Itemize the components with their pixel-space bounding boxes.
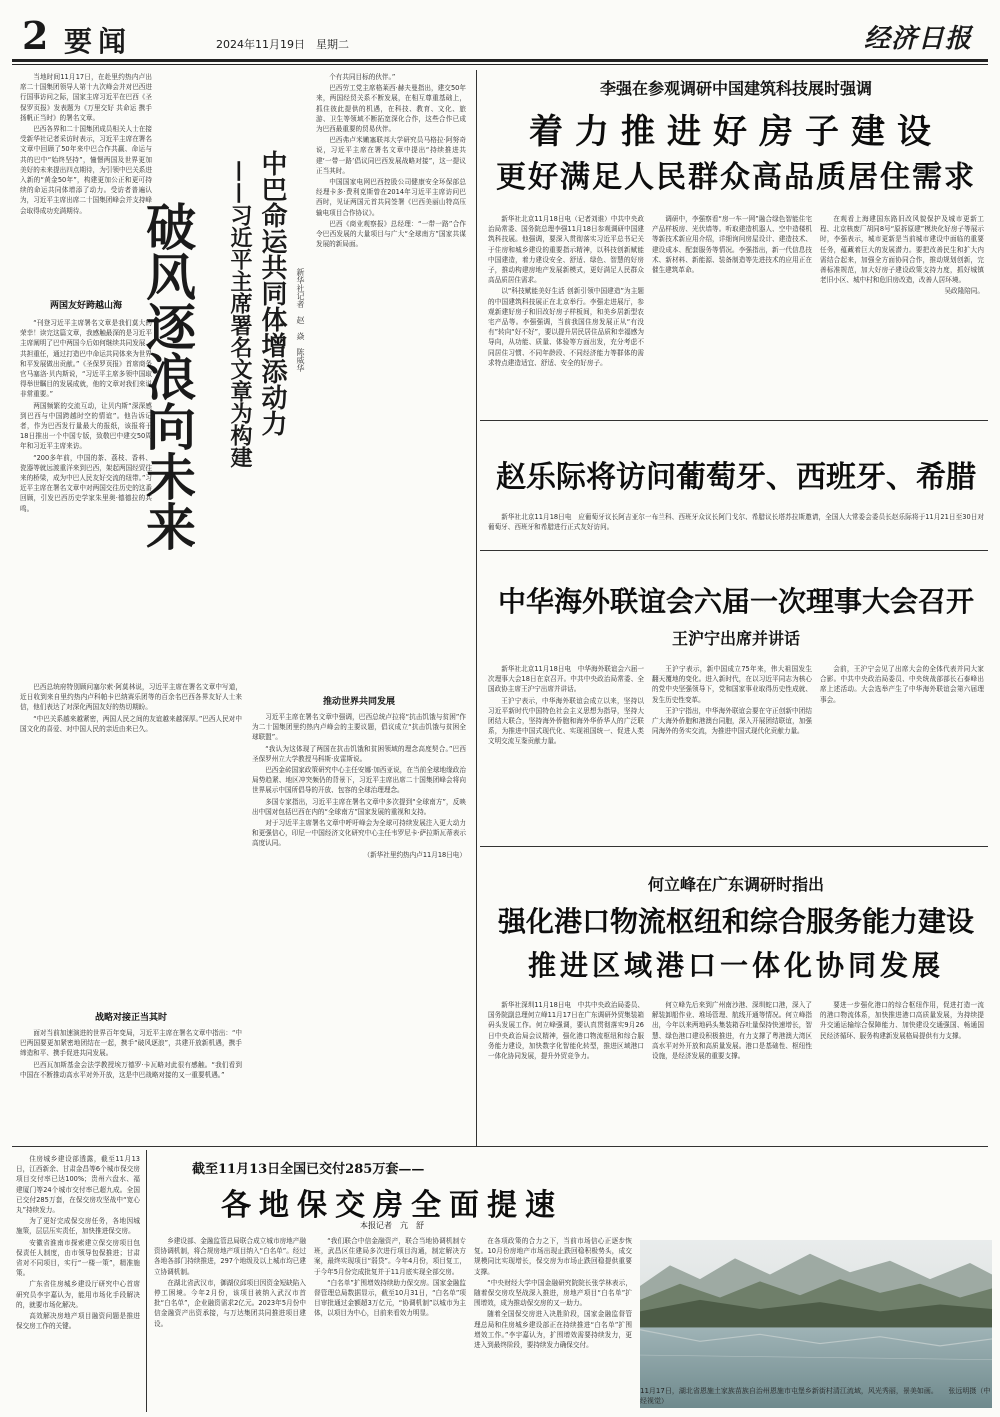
- paragraph: 在各项政策的合力之下，当前市场信心正逐步恢复。10月份房地产市场出现止跌回稳积极势头，成交规模同比实现增长，保交房为市场止跌回稳提供重要支撑。: [474, 1237, 632, 1276]
- story-divider: [480, 420, 988, 421]
- newspaper-logo: 经济日报: [863, 24, 972, 54]
- masthead: [12, 14, 988, 60]
- paragraph: 吴政隆陪同。: [944, 287, 984, 296]
- overseas-column-1: [488, 664, 644, 840]
- paragraph: 为了更好完成保交房任务，各地因城施策，层层压实责任，加快推进保交房。: [16, 1217, 140, 1236]
- story-divider: [480, 846, 988, 847]
- section-divider: [12, 1146, 988, 1147]
- paragraph: 乡建设部、金融监管总局联合成立城市房地产融资协调机制，将合规房地产项目纳入“白名单”。经过各地各部门持续推进，297个地级及以上城市均已建立协调机制。: [154, 1237, 306, 1276]
- overseas-column-2: [652, 664, 812, 840]
- paragraph: 巴西《商业观察报》总经理：“一带一路”合作令巴西发展的大量项目与广大“全球南方”国家共谋发展的新局面。: [316, 219, 466, 249]
- paragraph: “我认为这体现了两国在抗击饥饿和贫困领域的理念高度契合。”巴西圣保罗州立大学教授马科斯·皮雷斯说。: [252, 744, 466, 763]
- paragraph: 安徽省淮南市探索建立保交房项目包保责任人制度，由市领导包保推进；甘肃省对不同项目，实行“一楼一策”，精准施策。: [16, 1238, 140, 1278]
- paragraph: 王沪宁表示，中华海外联谊会成立以来，坚持以习近平新时代中国特色社会主义思想为指导，坚持大团结大联合，坚持海外侨胞和海外华侨华人的广泛联系，为推进中国式现代化、实现祖国统一、促进人类文明交流互鉴贡献力量。: [488, 696, 644, 746]
- story-divider: [480, 550, 988, 551]
- paragraph: 习近平主席在署名文章中强调，巴西总统卢拉将“抗击饥饿与贫困”作为二十国集团里约热内卢峰会的主要议题，倡议成立“抗击饥饿与贫困全球联盟”。: [252, 713, 466, 742]
- paragraph: 两国频繁的交流互动，让贝内斯“深深感到巴西与中国跨越时空的情谊”。他告诉记者，作为巴西发行量最大的报纸，该报将于18日推出一个中国专版，致敬巴中建交50周年和习近平主席来访。: [20, 401, 152, 451]
- feature-big-title: 破风逐浪向未来: [138, 201, 197, 551]
- paragraph: 新华社北京11月18日电 中华海外联谊会六届一次理事大会18日在京召开。中共中央政治局常委、全国政协主席王沪宁出席并讲话。: [488, 665, 644, 694]
- paragraph: 中国国家电网巴西控股公司健康安全环保部总经理卡多·费利克斯曾在2014年习近平主席访问巴西时，见证两国元首共同签署《巴西美丽山特高压输电项目合作协议》。: [316, 178, 466, 217]
- paragraph: 以“科技赋能美好生活 创新引领中国建造”为主题的中国建筑科技展正在北京举行。李强走进展厅，参观新建好房子和旧改好房子样板间，和美乡居新型农宅产品等。李强强调，当前我国住房发展正从“有没有”转向“好不好”，要以提升居民居住品质和幸福感为导向，从功能、质量、体验等方面出发，充分考虑不同居住习惯、不同年龄段、不同经济能力等群体的需求特点建造适宜、舒适、安全的好房子。: [488, 287, 644, 367]
- port-kicker: 何立峰在广东调研时指出: [647, 875, 824, 894]
- housing-column-3: [820, 214, 984, 410]
- paragraph: 巴西瓦加斯基金会法学教授埃万德罗·卡瓦略对此很有感触。“我们看到中国在不断推动高水平对外开放，这是中巴战略对接的又一重要机遇。”: [20, 1060, 242, 1079]
- paragraph: 王沪宁指出，中华海外联谊会要在守正创新中团结广大海外侨胞和港澳台同胞，深入开展团结联谊，加强同海外的务实交流，为推进中国式现代化贡献力量。: [652, 706, 812, 736]
- paragraph: 当地时间11月17日，在赴里约热内卢出席二十国集团领导人第十九次峰会并对巴西进行国事访问之际，国家主席习近平在巴西《圣保罗页报》发表题为《万里交好 共命运 携手扬帆正当时》的署名文章。: [20, 73, 152, 122]
- landscape-photo: [640, 1240, 992, 1408]
- paragraph: 王沪宁表示，新中国成立75年来，伟大祖国发生翻天覆地的变化。进入新时代，在以习近平同志为核心的党中央坚强领导下，党和国家事业取得历史性成就、发生历史性变革。: [652, 665, 812, 704]
- overseas-headline: 中华海外联谊会六届一次理事大会召开: [497, 585, 974, 618]
- housing-column-2: [652, 214, 812, 410]
- column-divider: [476, 70, 477, 1146]
- homes-column-c: [474, 1236, 632, 1412]
- feature-main-title: 中巴命运共同体增添动力: [257, 150, 287, 436]
- feature-column-3: [20, 682, 242, 982]
- paragraph: “中央财经大学中国金融研究院院长张学林表示，随着保交房攻坚战深入推进，房地产项目“白名单”扩围增效，成为推动保交房的又一助力。: [474, 1278, 632, 1308]
- paragraph: “200多年前，中国的茶、荔枝、香料、瓷器等就远渡重洋来到巴西，架起两国经贸往来的桥梁，成为中巴人民友好交流的纽带。”习近平主席在署名文章中对两国交往历史的这番回顾，引发巴西历史学家朱里奥·德德拉的共鸣。: [20, 453, 152, 513]
- paragraph: 何立峰先后来到广州南沙港、深圳蛇口港，深入了解装卸船作业、堆场管理、航线开通等情况。何立峰指出，今年以来两地码头集装箱吞吐量保持快速增长，智慧、绿色港口建设积极推进，有力支撑了粤港澳大湾区高水平对外开放和高质量发展。港口是基础性、枢纽性设施，是经济发展的重要支撑。: [652, 1001, 812, 1061]
- housing-column-1: [488, 214, 644, 410]
- column-divider: [146, 1150, 147, 1412]
- paragraph: 巴西各界和二十国集团成员相关人士在接受新华社记者采访时表示，习近平主席在署名文章中回顾了50年来中巴合作共赢、命运与共的巴中“始终坚持”，憧憬两国及世界更加美好的未来提出四点期待，为引领中巴关系进入新的“黄金50年”，构建更加公正和更可持续的命运共同体增添了动力。受访者普遍认为，习近平主席出席二十国集团峰会并支持峰会取得成功充满期待。: [20, 125, 152, 215]
- port-headline-2: 推进区域港口一体化协同发展: [527, 949, 944, 982]
- photo-caption: 11月17日，湖北省恩施土家族苗族自治州恩施市屯堡乡新街村清江流域，风光秀丽，景美如画。 张远明摄（中经视觉）: [640, 1387, 991, 1405]
- port-column-3: [820, 1000, 984, 1138]
- port-column-2: [652, 1000, 812, 1138]
- homes-left-column: [16, 1154, 140, 1410]
- paragraph: 会前，王沪宁会见了出席大会的全体代表并同大家合影。中共中央政治局委员、中央统战部部长石泰峰出席上述活动。大会选举产生了中华海外联谊会第六届理事会。: [820, 665, 984, 704]
- paragraph: 随着全国保交房进入决胜阶段，国家金融监督管理总局和住房城乡建设部正在持续推进“白名单”扩围增效工作。”李宇嘉认为，扩围增效需要持续发力，更进入到最终阶段，要持续发力确保交付。: [474, 1310, 632, 1350]
- homes-column-a: [154, 1236, 306, 1412]
- paragraph: 巴西劳工党主席格莱西·赫夫曼指出，建交50年来，两国经贸关系不断发展，在相互尊重基础上，抓住彼此提供的机遇，在科技、教育、文化、旅游、卫生等领域不断拓宽深化合作，这些合作已成为巴西最重要的贸易伙伴。: [316, 84, 466, 134]
- paragraph: 在湖北省武汉市，御湖仪邱项目因资金短缺陷入停工困境。今年2月份，该项目被纳入武汉市首批“白名单”，企业融资需求2亿元。2023年5月份中信金融资产出资承接，与万达集团共同推进项目建设。: [154, 1278, 306, 1328]
- masthead-rule-thin: [12, 64, 988, 65]
- paragraph: 要进一步强化港口的综合枢纽作用，促进打造一流的港口物流体系，加快推进港口高质量发展，为持续提升交通运输综合保障能力、加快建设交通强国、畅通国民经济循环、服务构建新发展格局提供有力支撑。: [820, 1001, 984, 1040]
- feature-column-3b: [20, 1028, 242, 1138]
- overseas-subheadline: 王沪宁出席并讲话: [671, 629, 800, 648]
- homes-column-b: [314, 1236, 466, 1412]
- zhao-headline: 赵乐际将访问葡萄牙、西班牙、希腊: [496, 460, 976, 495]
- paragraph: 巴西弗卢米嫩塞联邦大学研究员马格拉·阿努奇说，习近平主席在署名文章中提出“持续推进共建‘一带一路’倡议同巴西发展战略对接”，这一提议正当其时。: [316, 136, 466, 175]
- paragraph: “刊登习近平主席署名文章是我们莫大的荣幸！读完这篇文章，我感触最深的是习近平主席阐明了巴中两国今后如何继续共同发展、共担重任，通过打造巴中命运共同体来为世界和平发展做出贡献。”《圣保罗页报》首席商务官马塞洛·贝内斯说，“习近平主席多领中国取得举世瞩目的发展成就，他的文章对我们来说非常重要。”: [20, 319, 152, 399]
- paragraph: 对于习近平主席署名文章中呼吁峰会为全球可持续发展注入更大动力和更强信心，印尼一中国经济文化研究中心主任韦罗尼卡·萨拉斯瓦蒂表示高度认同。: [252, 819, 466, 848]
- homes-kicker: 截至11月13日全国已交付285万套——: [192, 1162, 425, 1177]
- homes-headline: 各地保交房全面提速: [221, 1188, 563, 1223]
- feature-column-2: [316, 72, 466, 662]
- feature-byline: 新华社记者 赵 焱 陈威华: [296, 268, 305, 372]
- zhao-paragraph: [488, 512, 984, 540]
- section-name: 要闻: [64, 25, 133, 58]
- paragraph: 巴西总统府特别顾问塞尔索·阿莫林说，习近平主席在署名文章中写道，近日收到来自里约热内卢科帕卡巴纳赛乐团等的百余名巴西各界友好人士来信，他们表达了对深化两国友好的热切期盼。: [20, 683, 242, 712]
- paragraph: “我们联合中信金融资产，联合当地协调机制专班，武昌区住建局多次进行项目沟通，制定解决方案，最终实现项目“弱贷”。今年4月份，项目复工，于今年5月份完成批复并于11月底实现全部交房。: [314, 1237, 466, 1276]
- feature-subhead-2: 推动世界共同发展: [322, 697, 395, 707]
- page-number: 2: [22, 13, 49, 58]
- port-headline-1: 强化港口物流枢纽和综合服务能力建设: [497, 905, 974, 938]
- feature-subhead-1: 两国友好跨越山海: [49, 301, 122, 311]
- issue-date: 2024年11月19日 星期二: [216, 38, 349, 51]
- dateline: （新华社里约热内卢11月18日电）: [363, 850, 466, 859]
- paragraph: 新华社深圳11月18日电 中共中央政治局委员、国务院副总理何立峰11月17日在广东调研外贸集装箱码头发展工作。何立峰强调，要认真贯彻落实9月26日中央政治局会议精神，强化港口物流枢纽和综合服务能力建设，加快数字化智能化转型，推进区域港口一体化协同发展，提升外贸竞争力。: [488, 1001, 644, 1061]
- housing-kicker: 李强在参观调研中国建筑科技展时强调: [599, 79, 872, 98]
- paragraph: “中巴关系越来越紧密，两国人民之间的友谊越来越深厚。”巴西人民对中国文化的喜爱、对中国人民的亲近由来已久。: [20, 714, 242, 733]
- overseas-column-3: [820, 664, 984, 840]
- paragraph: 在观看上海建国东路旧改风貌保护及城市更新工程、北京核废厂胡同8号“原拆原建”模块化好房子等展示时，李强表示，城市更新是当前城市建设中面临的重要任务，蕴藏着巨大的发展潜力。要把改善民生和扩大内需结合起来，加强全方面协同合作，推动规划创新，完善标准规范，加大好房子建设政策支持力度，抓好城镇老旧小区、城中村和危旧房改造，改善人居环境。: [820, 215, 984, 285]
- paragraph: 调研中，李强察看“房一车一网”融合绿色智能住宅产品样板房、光伏墙等。听取建造机器人、空中造楼机等新技术新应用介绍，详细询问房屋设计、建造技术、建设成本、配套服务等情况。李强指出，新一代信息技术、新材料、新能源、装备制造等先进技术的应用正在催生建筑革命。: [652, 215, 812, 275]
- masthead-rule-thick: [12, 59, 988, 62]
- feature-subhead-3: 战略对接正当其时: [94, 1013, 167, 1023]
- homes-byline: 本报记者 亢 舒: [360, 1221, 424, 1230]
- paragraph: 住房城乡建设部透露，截至11月13日，江西新余、甘肃金昌等6个城市保交房项目交付率已达100%；贵州六盘水、福建厦门等24个城市交付率已超九成。全国已交付285万套，在保交房攻坚战中“宽心丸”持续发力。: [16, 1155, 140, 1215]
- paragraph: 面对当前加速演进的世界百年变局，习近平主席在署名文章中指出：“中巴两国要更加紧密地团结在一起，携手“破风逐浪”，共建开放新机遇，携手缔造和平、携手促进共同发展。: [20, 1029, 242, 1058]
- paragraph: 新华社北京11月18日电（记者刘谁）中共中央政治局常委、国务院总理李强11月18日参观调研中国建筑科技展。他强调，要深入贯彻落实习近平总书记关于住房和城乡建设的重要指示精神，以科技创新赋能中国建造，着力建设安全、舒适、绿色、智慧的好房子，推动构建房地产发展新模式，更好满足人民群众高品质居住需求。: [488, 215, 644, 285]
- paragraph: 巴西金砖国家政策研究中心主任安娜·加西亚说，在当前全球地缘政治局势趋紧、地区冲突频仍的背景下，习近平主席出席二十国集团峰会将向世界展示中国所倡导的开放、包容的全球治理理念。: [252, 766, 466, 795]
- housing-headline-1: 着力推进好房子建设: [529, 112, 943, 152]
- feature-column-4: [252, 712, 466, 1138]
- paragraph: 新华社北京11月18日电 应葡萄牙议长阿吉亚尔一布兰科、西班牙众议长阿门戈尔、希腊议长塔苏拉斯邀请，全国人大常委会委员长赵乐际将于11月21日至30日对葡萄牙、西班牙和希腊进行正式友好访问。: [488, 513, 984, 532]
- paragraph: 广东省住房城乡建设厅研究中心首席研究员李宇嘉认为，能用市场化手段解决的，就要市场化解决。: [16, 1280, 140, 1309]
- feature-sub-title: ——习近平主席署名文章为构建: [227, 160, 253, 468]
- paragraph: 多国专家指出，习近平主席在署名文章中多次提到“全球南方”，反映出中国对包括巴西在内的“全球南方”国家发展的重视和支持。: [252, 797, 466, 816]
- paragraph: 个有共同目标的伙伴。”: [329, 73, 396, 81]
- paragraph: “白名单”扩围增效持续助力保交房。国家金融监督管理总局数据显示，截至10月31日，“白名单”项目审批通过金额超3万亿元，“协调机制”以城市为主体，以项目为中心，目前来看效力明显。: [314, 1278, 466, 1318]
- housing-headline-2: 更好满足人民群众高品质居住需求: [496, 160, 976, 195]
- port-column-1: [488, 1000, 644, 1138]
- paragraph: 高效解决房地产项目融资问题是推进保交房工作的关键。: [16, 1312, 140, 1331]
